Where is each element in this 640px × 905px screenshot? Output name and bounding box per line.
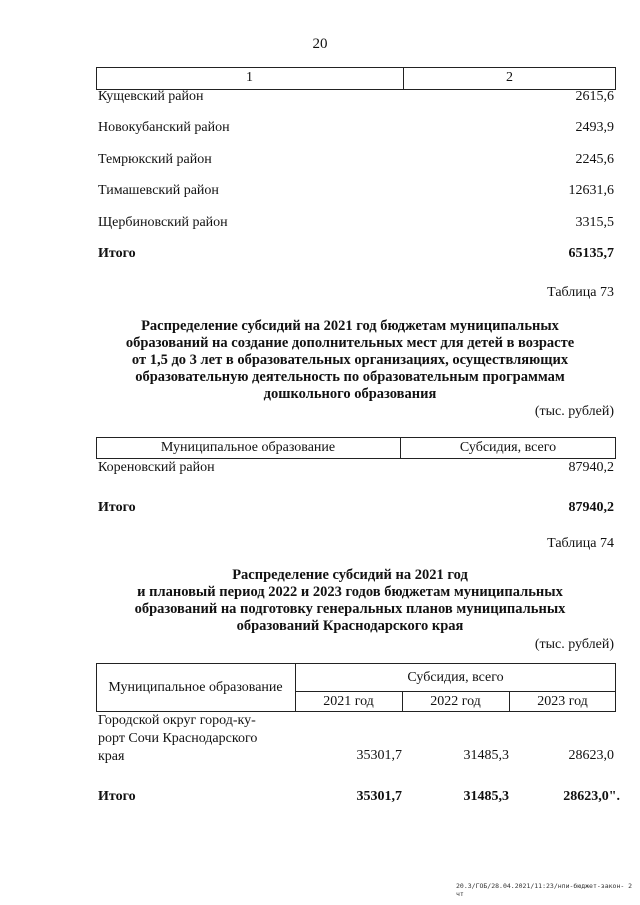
title-line: Распределение субсидий на 2021 год	[232, 567, 468, 583]
header-year-2023: 2023 год	[537, 694, 588, 709]
title-line: Распределение субсидий на 2021 год бюджетам муниципальных	[141, 318, 559, 334]
header-year-2022: 2022 год	[430, 694, 481, 709]
table-74-label: Таблица 74	[547, 536, 614, 551]
title-line: образовательную деятельность по образовательным программам	[135, 369, 565, 385]
total-value-2023: 28623,0".	[563, 789, 620, 804]
total-value: 87940,2	[568, 500, 614, 515]
table-row-label: Кореновский район	[98, 460, 215, 475]
row-label-line: края	[98, 749, 125, 764]
table-row-value: 12631,6	[568, 183, 614, 198]
table-73-units: (тыс. рублей)	[534, 404, 614, 419]
table-74-title	[90, 567, 610, 635]
table-row-value: 87940,2	[568, 460, 614, 475]
title-line: от 1,5 до 3 лет в образовательных организациях, осуществляющих	[131, 352, 569, 368]
table-74-units: (тыс. рублей)	[534, 637, 614, 652]
title-line: дошкольного образования	[263, 386, 437, 402]
table-row-label	[98, 712, 257, 766]
table-73-title	[90, 318, 610, 403]
table-row-label: Щербиновский район	[98, 215, 228, 230]
header-municipality: Муниципальное образование	[108, 680, 283, 695]
header-year-2021: 2021 год	[323, 694, 374, 709]
top-header-col2: 2	[506, 70, 513, 85]
total-label: Итого	[98, 500, 136, 515]
top-header-col1: 1	[246, 70, 253, 85]
total-value-2021: 35301,7	[356, 789, 402, 804]
table-row-value: 3315,5	[575, 215, 614, 230]
table-row-label: Новокубанский район	[98, 120, 230, 135]
title-line: образований на подготовку генеральных планов муниципальных	[134, 601, 566, 617]
table-row-label: Темрюкский район	[98, 152, 212, 167]
title-line: образований на создание дополнительных мест для детей в возрасте	[125, 335, 575, 351]
header-municipality: Муниципальное образование	[160, 440, 336, 455]
table-row-value: 2615,6	[575, 89, 614, 104]
row-value-2023: 28623,0	[568, 748, 614, 763]
row-value-2022: 31485,3	[463, 748, 509, 763]
footer-stamp: 20.3/ГОБ/28.04.2021/11:23/нпи-бюджет-закон- 2 чт	[456, 882, 633, 898]
title-line: и плановый период 2022 и 2023 годов бюджетам муниципальных	[137, 584, 563, 600]
header-subsidy-total: Субсидия, всего	[459, 440, 557, 455]
total-label: Итого	[98, 789, 136, 804]
page-number: 20	[312, 36, 328, 52]
row-label-line: Городской округ город-ку-	[98, 713, 256, 728]
title-line: образований Краснодарского края	[236, 618, 464, 634]
table-row-value: 2493,9	[575, 120, 614, 135]
table-row-label: Кущевский район	[98, 89, 204, 104]
total-value: 65135,7	[568, 246, 614, 261]
table-row-value: 2245,6	[575, 152, 614, 167]
table-73-label: Таблица 73	[547, 285, 614, 300]
row-value-2021: 35301,7	[356, 748, 402, 763]
row-label-line: рорт Сочи Краснодарского	[98, 731, 258, 746]
total-label: Итого	[98, 246, 136, 261]
header-subsidy-total: Субсидия, всего	[407, 670, 504, 685]
table-row-label: Тимашевский район	[98, 183, 219, 198]
total-value-2022: 31485,3	[463, 789, 509, 804]
